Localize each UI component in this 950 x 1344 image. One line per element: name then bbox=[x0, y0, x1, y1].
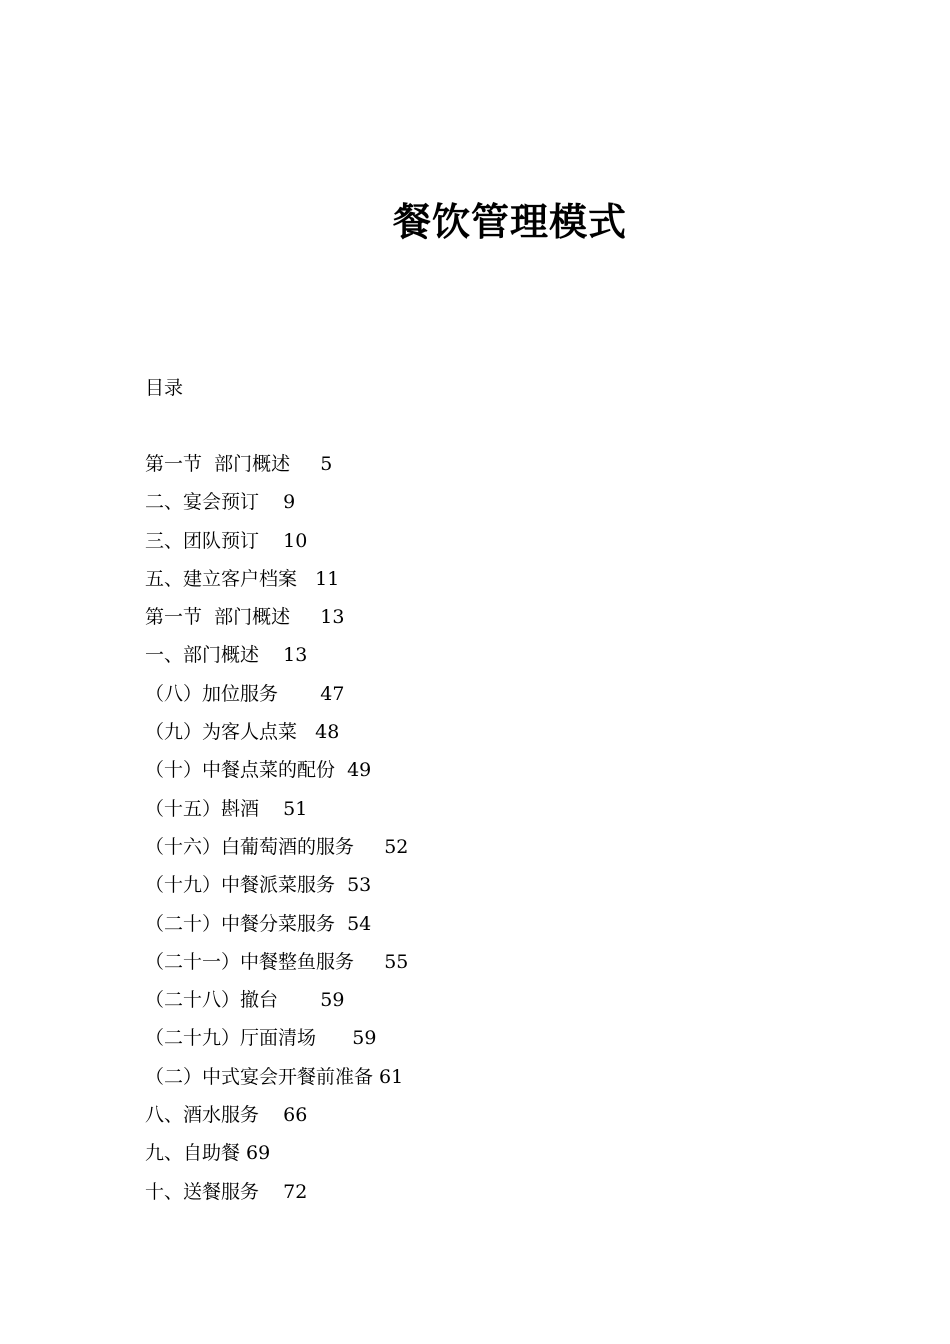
toc-entry: （十九）中餐派菜服务 53 bbox=[145, 874, 372, 897]
toc-entry: （八）加位服务 47 bbox=[145, 682, 345, 705]
toc-entry: （十）中餐点菜的配份 49 bbox=[145, 759, 372, 782]
toc-entry: 五、建立客户档案 11 bbox=[145, 567, 340, 590]
toc-entry: （二十一）中餐整鱼服务 55 bbox=[145, 950, 409, 973]
toc-entry: （十五）斟酒 51 bbox=[145, 797, 308, 820]
toc-entry: 九、自助餐 69 bbox=[145, 1142, 271, 1165]
toc-entry: 第一节 部门概述 13 bbox=[145, 606, 345, 629]
toc-entry: 二、宴会预订 9 bbox=[145, 491, 296, 514]
table-of-contents bbox=[145, 450, 408, 1216]
toc-entry: 十、送餐服务 72 bbox=[145, 1180, 308, 1203]
toc-entry: 第一节 部门概述 5 bbox=[145, 453, 333, 475]
toc-entry: 一、部门概述 13 bbox=[145, 644, 308, 667]
toc-entry: （十六）白葡萄酒的服务 52 bbox=[145, 835, 409, 858]
toc-entry: 八、酒水服务 66 bbox=[145, 1104, 308, 1127]
toc-entry: （九）为客人点菜 48 bbox=[145, 721, 340, 744]
toc-entry: （二十九）厅面清场 59 bbox=[145, 1027, 377, 1050]
toc-entry: （二十）中餐分菜服务 54 bbox=[145, 912, 372, 935]
toc-entry: （二十八）撤台 59 bbox=[145, 989, 345, 1012]
document-title: 餐饮管理模式 bbox=[392, 199, 627, 244]
toc-heading: 目录 bbox=[145, 377, 184, 399]
toc-entry: （二）中式宴会开餐前准备 61 bbox=[145, 1065, 404, 1088]
toc-entry: 三、团队预订 10 bbox=[145, 529, 308, 552]
